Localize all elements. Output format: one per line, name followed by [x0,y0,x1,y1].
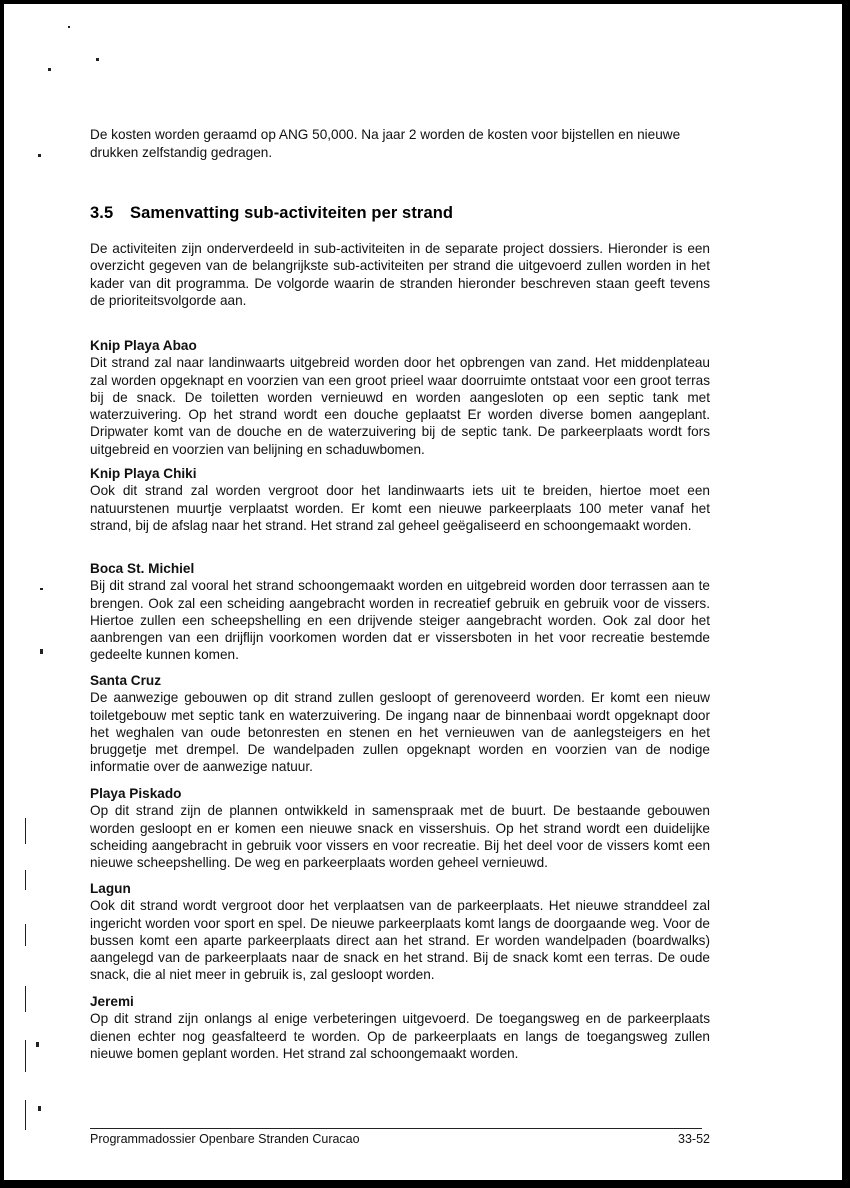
beach-title: Santa Cruz [90,673,162,688]
beach-description: Bij dit strand zal vooral het strand schoongemaakt worden en uitgebreid worden door terrassen aan te brengen. Ook zal een scheiding aangebracht worden in recreatief gebruik en gebruik voor de vissers. Hiertoe zullen een scheepshelling en een drijvende steiger aangebracht worden. Ook zal door het aanbrengen van een drijflijn voorkomen worden dat er vissersboten in het voor recreatie bestemde gedeelte kunnen komen. [90,578,710,663]
scan-speck [68,26,70,28]
beach-block-santa-cruz [90,672,710,776]
section-heading [90,204,710,223]
scan-edge-line [25,1040,26,1072]
beach-title: Lagun [90,881,131,896]
page-number: 33-52 [678,1132,710,1146]
beach-description: De aanwezige gebouwen op dit strand zullen gesloopt of gerenoveerd worden. Er komt een nieuw toiletgebouw met septic tank en waterzuivering. De ingang naar de binnenbaai wordt opgeknapt door het weghalen van oude betonresten en stenen en het vernieuwen van de aanlegsteigers en het bruggetje met drempel. De wandelpaden zullen opgeknapt worden en voorzien van de nodige informatie over de aanwezige natuur. [90,690,710,775]
beach-title: Jeremi [90,994,134,1009]
section-number: 3.5 [90,204,114,222]
document-page [4,4,842,1180]
beach-block-jeremi [90,993,710,1062]
section-paragraph: De activiteiten zijn onderverdeeld in sub-activiteiten in de separate project dossiers. Hieronder is een overzicht gegeven van de belangrijkste sub-activiteiten per strand die uitgevoerd zullen worden in het kader van dit programma. De volgorde waarin de stranden hieronder beschreven staan geeft tevens de prioriteitsvolgorde aan. [90,241,710,308]
footer-title: Programmadossier Openbare Stranden Curacao [90,1132,360,1146]
intro-paragraph: De kosten worden geraamd op ANG 50,000. Na jaar 2 worden de kosten voor bijstellen en nieuwe drukken zelfstandig gedragen. [90,127,681,160]
scan-speck [38,1106,41,1111]
beach-description: Ook dit strand wordt vergroot door het verplaatsen van de parkeerplaats. Het nieuwe stranddeel zal ingericht worden voor sport en spel. De nieuwe parkeerplaats komt langs de doorgaande weg. Voor de bussen komt een aparte parkeerplaats direct aan het strand. Er worden wandelpaden (boardwalks) aangelegd van de parkeerplaats naar de snack en het strand. Bij de snack komt een terras. De oude snack, die al niet meer in gebruik is, zal gesloopt worden. [90,898,710,983]
beach-description: Dit strand zal naar landinwaarts uitgebreid worden door het opbrengen van zand. Het middenplateau zal worden opgeknapt en voorzien van een groot prieel waar doorruimte ontstaat voor een groot terras bij de snack. De toiletten worden vernieuwd en worden aangesloten op een septic tank met waterzuivering. Op het strand wordt een douche geplaatst Er worden diverse bomen aangeplant. Dripwater komt van de douche en de waterzuivering bij de septic tank. De parkeerplaats wordt fors uitgebreid en voorzien van belijning en schaduwbomen. [90,355,710,457]
beach-block-lagun [90,880,710,984]
beach-title: Playa Piskado [90,786,182,801]
beach-title: Boca St. Michiel [90,561,195,576]
scan-speck [40,588,43,590]
scan-edge-line [25,986,26,1012]
scan-speck [96,58,99,61]
scan-edge-line [25,924,26,946]
beach-description: Op dit strand zijn de plannen ontwikkeld in samenspraak met de buurt. De bestaande gebouwen worden gesloopt en er komen een nieuwe snack en vissershuis. Op het strand wordt een duidelijke scheiding aangebracht in gebruik voor vissers en voor recreatie. Bij het deel voor de vissers komt een nieuwe scheepshelling. De weg en parkeerplaats worden geheel vernieuwd. [90,803,710,871]
beach-block-chiki [90,465,710,534]
beach-title: Knip Playa Chiki [90,466,197,481]
section-title: Samenvatting sub-activiteiten per strand [130,204,454,222]
beach-block-playa-piskado [90,785,710,871]
scan-speck [48,68,51,71]
scan-speck [40,649,43,654]
beach-title: Knip Playa Abao [90,338,197,353]
scan-edge-line [25,1100,26,1130]
scan-edge-line [25,818,26,844]
scan-speck [38,154,41,157]
scan-speck [36,1042,39,1047]
beach-description: Op dit strand zijn onlangs al enige verbeteringen uitgevoerd. De toegangsweg en de parkeerplaats dienen echter nog geasfalteerd te worden. Op de parkeerplaats en langs de toegangsweg zullen nieuwe bomen geplant worden. Het strand zal schoongemaakt worden. [90,1011,710,1061]
beach-block-boca-st-michiel [90,560,710,664]
scan-edge-line [25,870,26,890]
beach-description: Ook dit strand zal worden vergroot door het landinwaarts iets uit te breiden, hiertoe moet een natuurstenen muurtje verplaatst worden. Er komt een nieuwe parkeerplaats 100 meter vanaf het strand, bij de afslag naar het strand. Het strand zal geheel geëgaliseerd en schoongemaakt worden. [90,483,710,533]
beach-block-abao [90,337,710,458]
footer-rule [90,1128,702,1129]
